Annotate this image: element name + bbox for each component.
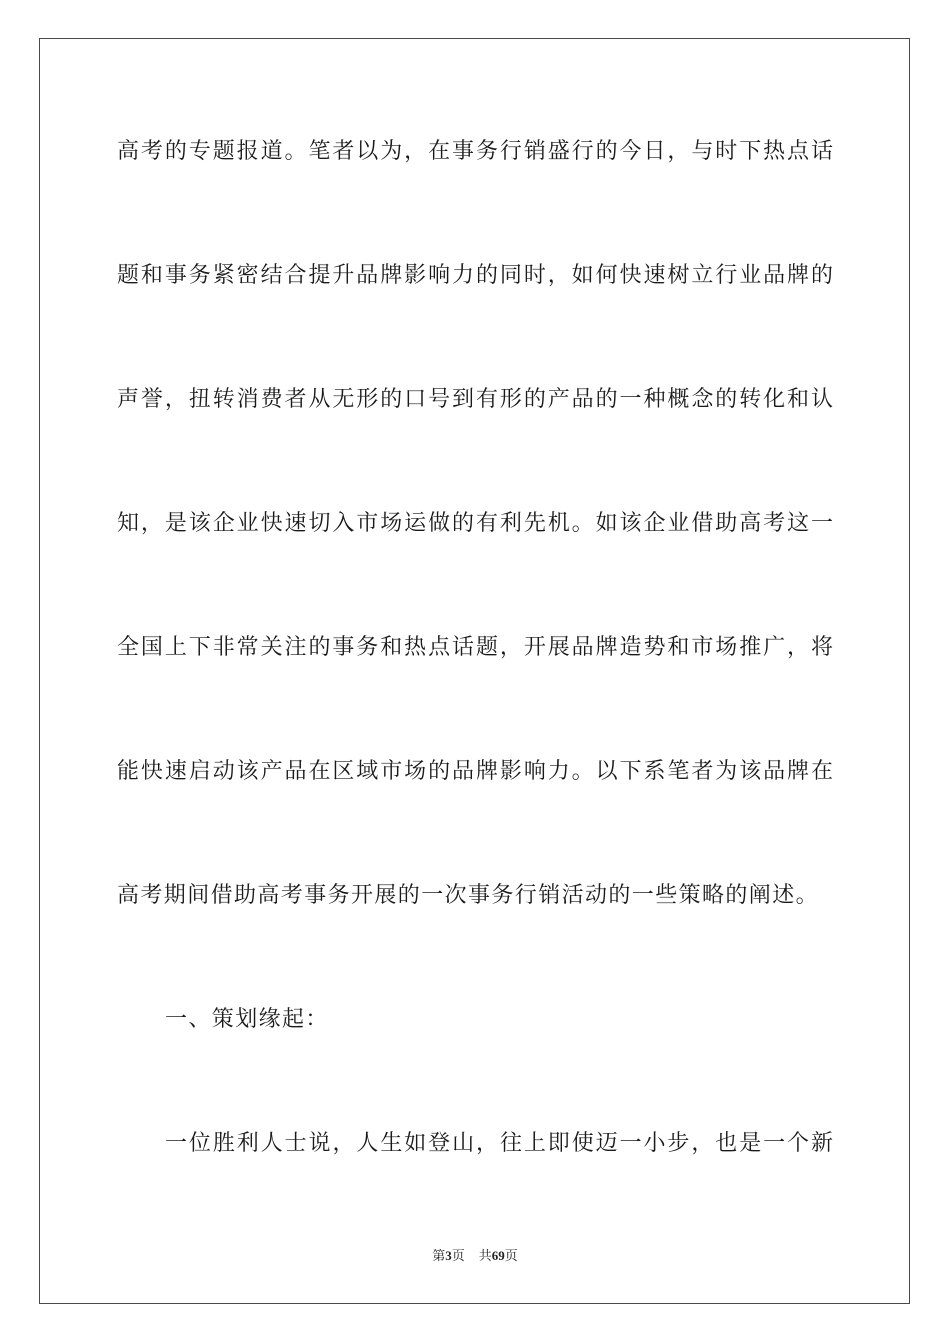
- body-line-6: 能快速启动该产品在区域市场的品牌影响力。以下系笔者为该品牌在: [117, 759, 833, 784]
- total-suffix: 页: [504, 1249, 518, 1264]
- current-page-number: 3: [445, 1248, 452, 1263]
- page-prefix: 第: [432, 1249, 446, 1264]
- body-line-4: 知，是该企业快速切入市场运做的有利先机。如该企业借助高考这一: [117, 511, 833, 536]
- section-heading: 一、策划缘起：: [165, 1007, 329, 1032]
- body-line-2: 题和事务紧密结合提升品牌影响力的同时，如何快速树立行业品牌的: [117, 263, 833, 288]
- page-suffix: 页: [451, 1249, 465, 1264]
- paragraph-2-line-1: 一位胜利人士说，人生如登山，往上即使迈一小步，也是一个新: [165, 1131, 833, 1156]
- page-border: [39, 38, 910, 1304]
- total-page-count: 69: [491, 1248, 505, 1263]
- body-line-7: 高考期间借助高考事务开展的一次事务行销活动的一些策略的阐述。: [117, 883, 820, 908]
- page-footer: [0, 1247, 950, 1266]
- total-prefix: 共: [478, 1249, 492, 1264]
- body-line-5: 全国上下非常关注的事务和热点话题，开展品牌造势和市场推广，将: [117, 635, 833, 660]
- body-line-3: 声誉，扭转消费者从无形的口号到有形的产品的一种概念的转化和认: [117, 387, 833, 412]
- body-line-1: 高考的专题报道。笔者以为，在事务行销盛行的今日，与时下热点话: [117, 139, 833, 164]
